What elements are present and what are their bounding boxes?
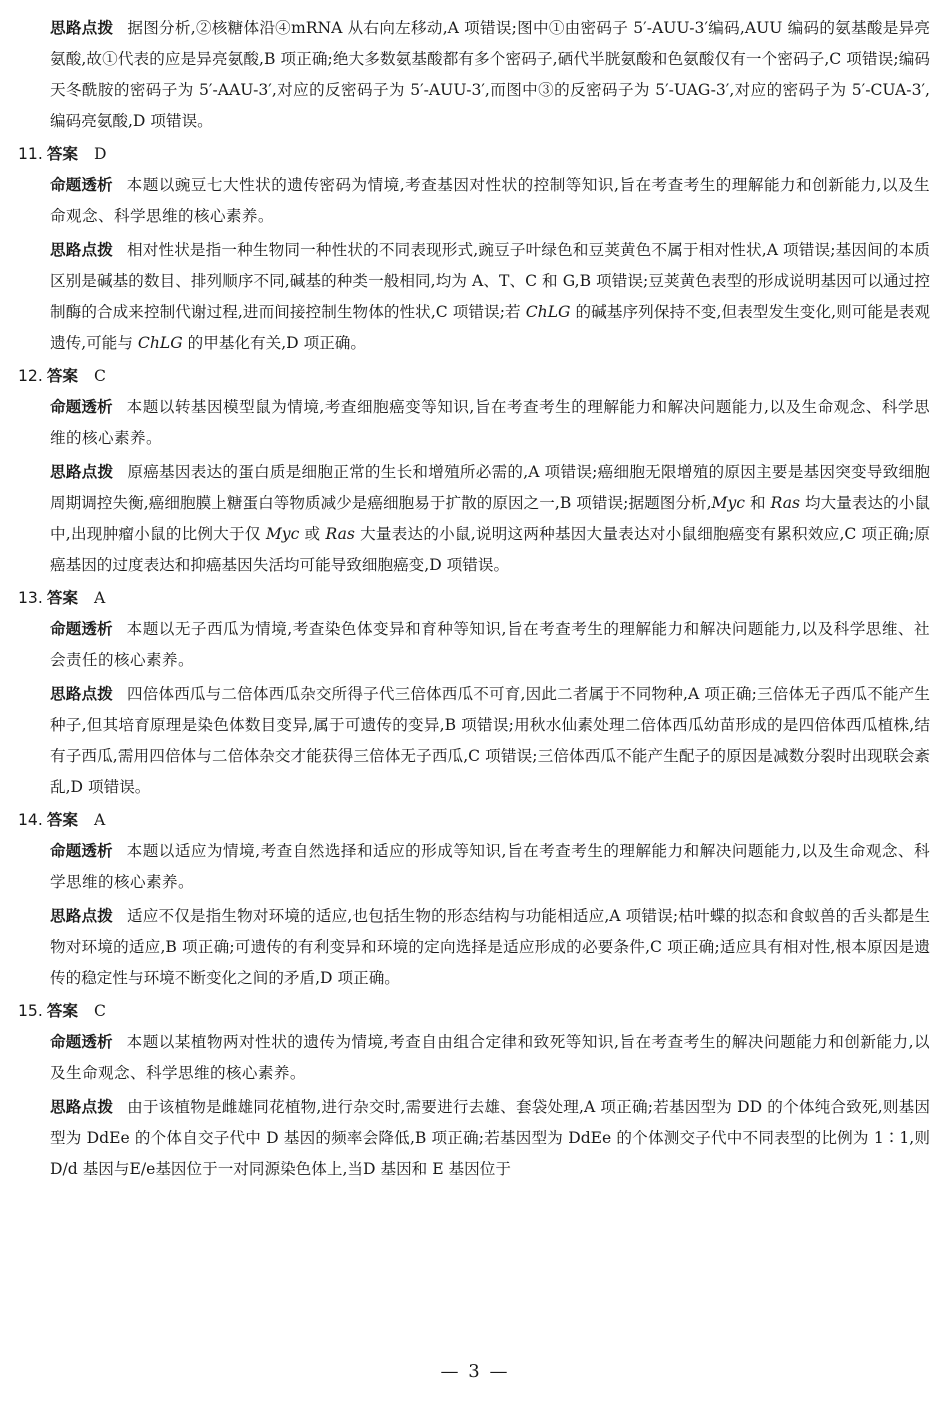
conjunction-and: 和 [745,494,771,512]
q12-reasoning-text-2: 均大量表达的小鼠中,出现肿瘤小鼠的比例大于仅 [50,494,930,543]
q12-number: 12. [18,367,43,385]
intent-label: 命题透析 [50,1033,113,1051]
reasoning-label: 思路点拨 [50,685,113,703]
q15-reasoning-text: 由于该植物是雌雄同花植物,进行杂交时,需要进行去雄、套袋处理,A 项正确;若基因型为 DD 的个体纯合致死,则基因型为 DdEe 的个体自交子代中 D 基因的频率会降低,B 项正确;若基因型为 DdEe 的个体测交子代中不同表型的比例为 1∶1,则 D/d 基因与E/e基因位于一对同源染色体上,当D 基因和 E 基因位于 [50,1098,930,1178]
answer-label: 答案 [46,367,79,385]
q14-answer [18,805,930,836]
answer-label: 答案 [46,811,79,829]
q15-answer-value: C [94,1002,106,1020]
q11-answer-value: D [94,145,107,163]
conjunction-or: 或 [299,525,326,543]
q14-reasoning [48,901,930,994]
intent-label: 命题透析 [50,176,113,194]
q15-answer [18,996,930,1027]
q13-answer [18,583,930,614]
page-number: — 3 — [440,1361,510,1382]
intent-label: 命题透析 [50,398,113,416]
answer-explanations [18,13,931,1185]
q12-answer-value: C [94,367,106,385]
q13-answer-value: A [94,589,106,607]
q12-reasoning-text-3: 大量表达的小鼠,说明这两种基因大量表达对小鼠细胞癌变有累积效应,C 项正确;原癌基因的过度表达和抑癌基因失活均可能导致细胞癌变,D 项错误。 [50,525,931,574]
q14-reasoning-text: 适应不仅是指生物对环境的适应,也包括生物的形态结构与功能相适应,A 项错误;枯叶蝶的拟态和食蚁兽的舌头都是生物对环境的适应,B 项正确;可遗传的有利变异和环境的定向选择是适应形成的必要条件,C 项正确;适应具有相对性,根本原因是遗传的稳定性与环境不断变化之间的矛盾,D 项正确。 [50,907,930,987]
intent-label: 命题透析 [50,620,113,638]
q14-answer-value: A [94,811,106,829]
gene-name: ChLG [137,334,183,352]
q11-reasoning-text-2: 的碱基序列保持不变,但表型发生变化,则可能是表观遗传,可能与 [50,303,931,352]
q11-intent-text: 本题以豌豆七大性状的遗传密码为情境,考查基因对性状的控制等知识,旨在考查考生的理解能力和创新能力,以及生命观念、科学思维的核心素养。 [50,176,930,225]
gene-name-ras: Ras [325,525,355,543]
q14-intent-text: 本题以适应为情境,考查自然选择和适应的形成等知识,旨在考查考生的理解能力和解决问题能力,以及生命观念、科学思维的核心素养。 [50,842,930,891]
q15-intent [48,1027,930,1089]
reasoning-label: 思路点拨 [50,241,113,259]
gene-name-myc: Myc [265,525,300,543]
reasoning-label: 思路点拨 [50,1098,114,1116]
reasoning-label: 思路点拨 [50,19,114,37]
q12-reasoning [48,457,930,581]
gene-name-myc: Myc [711,494,746,512]
q14-intent [48,836,930,898]
q12-reasoning-text-1: 原癌基因表达的蛋白质是细胞正常的生长和增殖所必需的,A 项错误;癌细胞无限增殖的原因主要是基因突变导致细胞周期调控失衡,癌细胞膜上糖蛋白等物质减少是癌细胞易于扩散的原因之一,B 项错误;据题图分析, [50,463,930,512]
q13-reasoning-text: 四倍体西瓜与二倍体西瓜杂交所得子代三倍体西瓜不可育,因此二者属于不同物种,A 项正确;三倍体无子西瓜不能产生种子,但其培育原理是染色体数目变异,属于可遗传的变异,B 项错误;用秋水仙素处理二倍体西瓜幼苗形成的是四倍体西瓜植株,结有子西瓜,需用四倍体与二倍体杂交才能获得三倍体无子西瓜,C 项错误;三倍体西瓜不能产生配子的原因是减数分裂时出现联会紊乱,D 项错误。 [50,685,930,796]
q13-intent-text: 本题以无子西瓜为情境,考查染色体变异和育种等知识,旨在考查考生的理解能力和解决问题能力,以及科学思维、社会责任的核心素养。 [50,620,930,669]
q11-reasoning-text-3: 的甲基化有关,D 项正确。 [182,334,366,352]
gene-name: ChLG [525,303,571,321]
q13-number: 13. [18,589,43,607]
answer-label: 答案 [46,1002,79,1020]
q13-reasoning [48,679,930,803]
q11-answer [18,139,930,170]
q15-reasoning [48,1092,930,1185]
q11-reasoning-text-1: 相对性状是指一种生物同一种性状的不同表现形式,豌豆子叶绿色和豆荚黄色不属于相对性状,A 项错误;基因间的本质区别是碱基的数目、排列顺序不同,碱基的种类一般相同,均为 A、T、C 和 G,B 项错误;豆荚黄色表型的形成说明基因可以通过控制酶的合成来控制代谢过程,进而间接控制生物体的性状,C 项错误;若 [50,241,930,321]
answer-label: 答案 [46,145,79,163]
gene-name-ras: Ras [770,494,801,512]
q11-reasoning [48,235,930,359]
reasoning-label: 思路点拨 [50,463,114,481]
q10-reasoning [48,13,930,137]
q12-answer [18,361,930,392]
q10-reasoning-text: 据图分析,②核糖体沿④mRNA 从右向左移动,A 项错误;图中①由密码子 5′-AUU-3′编码,AUU 编码的氨基酸是异亮氨酸,故①代表的应是异亮氨酸,B 项正确;绝大多数氨基酸都有多个密码子,硒代半胱氨酸和色氨酸仅有一个密码子,C 项错误;编码天冬酰胺的密码子为 5′-AAU-3′,对应的反密码子为 5′-AUU-3′,而图中③的反密码子为 5′-UAG-3′,对应的密码子为 5′-CUA-3′,编码亮氨酸,D 项错误。 [50,19,930,130]
q12-intent-text: 本题以转基因模型鼠为情境,考查细胞癌变等知识,旨在考查考生的理解能力和解决问题能力,以及生命观念、科学思维的核心素养。 [50,398,930,447]
reasoning-label: 思路点拨 [50,907,113,925]
q11-number: 11. [18,145,43,163]
q12-intent [48,392,930,454]
q13-intent [48,614,930,676]
q11-intent [48,170,930,232]
q14-number: 14. [18,811,43,829]
q15-intent-text: 本题以某植物两对性状的遗传为情境,考查自由组合定律和致死等知识,旨在考查考生的解决问题能力和创新能力,以及生命观念、科学思维的核心素养。 [50,1033,930,1082]
answer-label: 答案 [46,589,79,607]
intent-label: 命题透析 [50,842,113,860]
q15-number: 15. [18,1002,43,1020]
